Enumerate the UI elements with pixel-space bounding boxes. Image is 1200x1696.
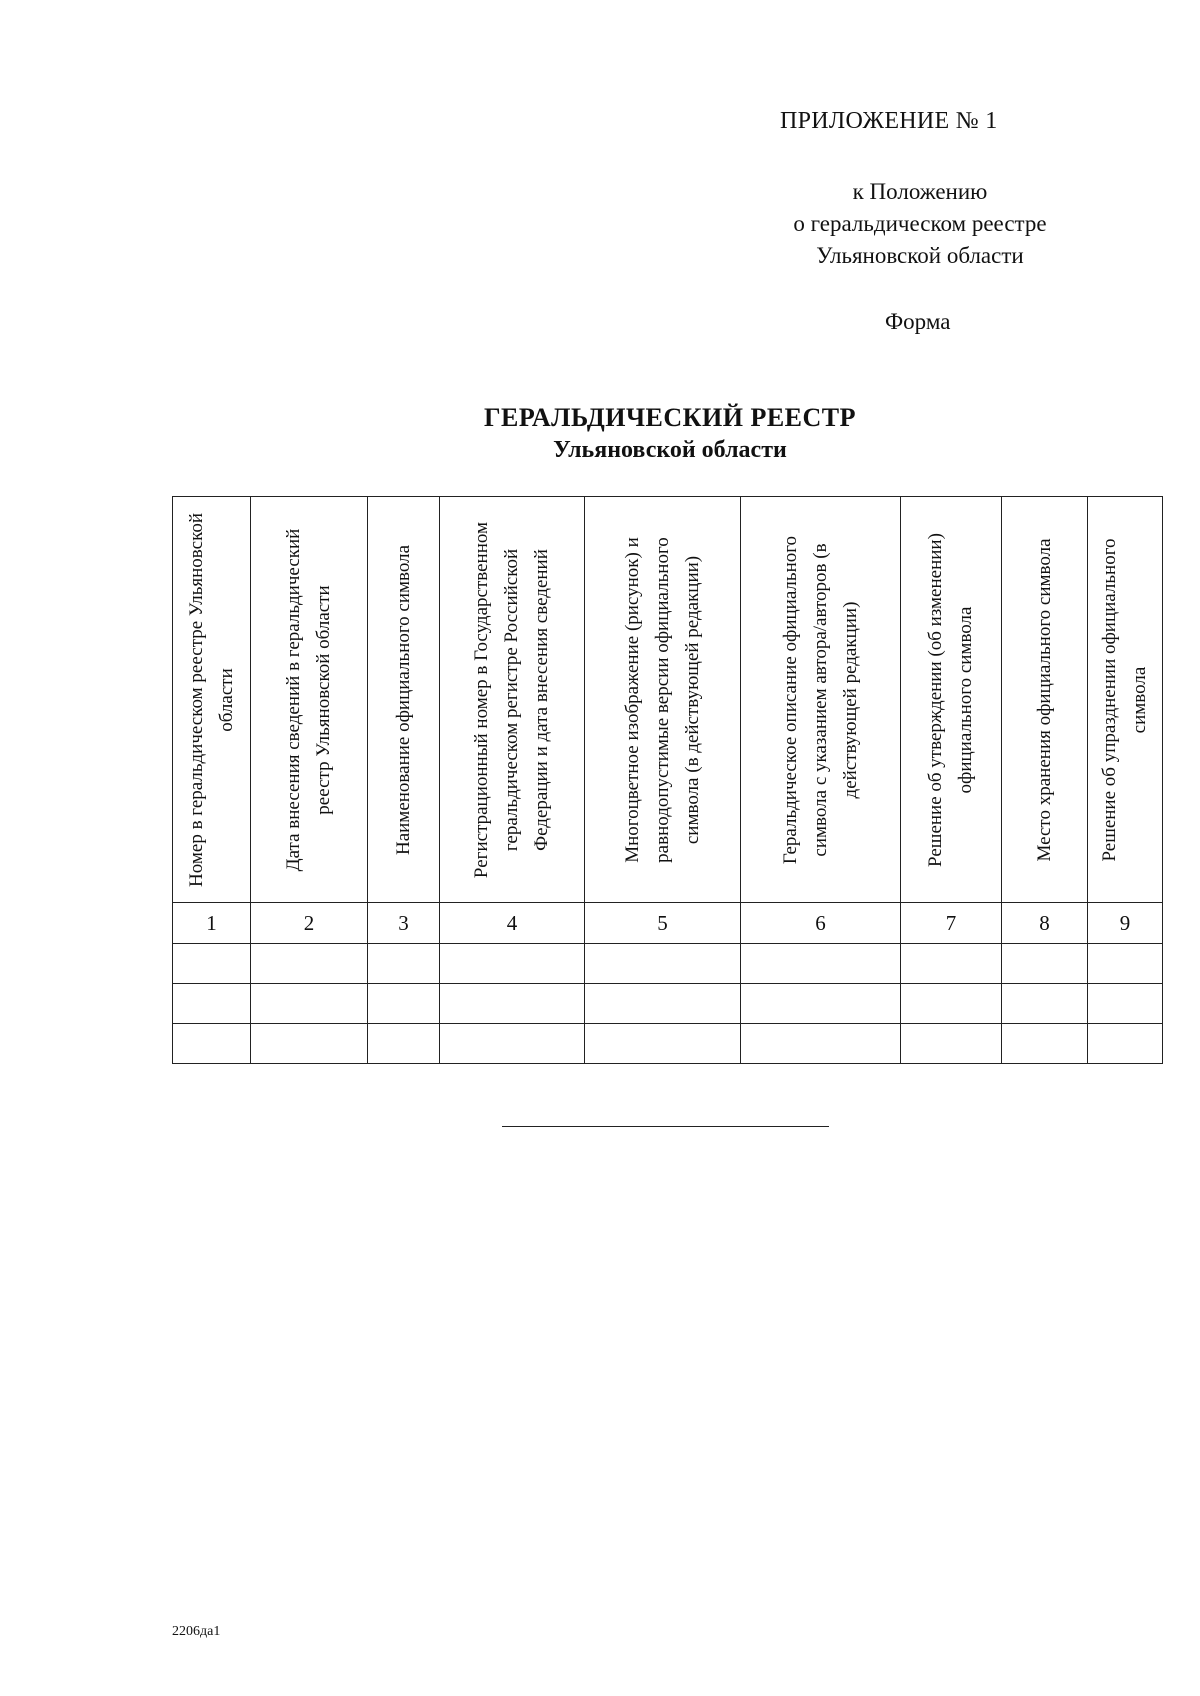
column-header-1 — [173, 497, 251, 903]
column-header-3-text: Наименование официального символа — [392, 544, 414, 855]
appendix-reference — [720, 176, 1120, 272]
table-cell — [741, 1024, 901, 1064]
appendix-reference-line-3: Ульяновской области — [816, 243, 1024, 268]
document-title: ГЕРАЛЬДИЧЕСКИЙ РЕЕСТР — [483, 403, 857, 432]
document-code: 2206да1 — [172, 1624, 221, 1639]
column-number: 4 — [440, 903, 585, 944]
table-cell — [440, 1024, 585, 1064]
column-header-8-text: Место хранения официального символа — [1033, 537, 1055, 862]
column-header-6 — [741, 497, 901, 903]
table-row — [173, 1024, 1163, 1064]
table-cell — [741, 944, 901, 984]
column-number: 1 — [173, 903, 251, 944]
table-cell — [251, 944, 368, 984]
column-header-7 — [901, 497, 1002, 903]
form-label: Форма — [885, 309, 951, 334]
column-header-2 — [251, 497, 368, 903]
table-cell — [368, 944, 440, 984]
column-header-1-text: Номер в геральдическом реестре Ульяновской области — [185, 512, 237, 887]
table-cell — [173, 944, 251, 984]
closing-line — [502, 1126, 829, 1127]
table-cell — [585, 944, 741, 984]
column-header-4 — [440, 497, 585, 903]
table-cell — [368, 1024, 440, 1064]
appendix-reference-line-1: к Положению — [852, 179, 988, 204]
column-number: 7 — [901, 903, 1002, 944]
column-header-2-text: Дата внесения сведений в геральдический реестр Ульяновской области — [283, 528, 334, 871]
column-number: 2 — [251, 903, 368, 944]
appendix-title: ПРИЛОЖЕНИЕ № 1 — [780, 108, 998, 134]
column-number: 6 — [741, 903, 901, 944]
document-subtitle: Ульяновской области — [553, 437, 787, 463]
column-header-6-text: Геральдическое описание официального символа с указанием автора/авторов (в действующей редакции) — [779, 535, 861, 864]
table-cell — [585, 984, 741, 1024]
table-cell — [1088, 984, 1163, 1024]
table-row — [173, 944, 1163, 984]
header-row — [173, 497, 1163, 903]
table-row — [173, 984, 1163, 1024]
column-header-9 — [1088, 497, 1163, 903]
column-header-4-text: Регистрационный номер в Государственном геральдическом регистре Российской Федерации и дата внесения сведений — [471, 521, 552, 878]
table-cell — [1002, 984, 1088, 1024]
table-cell — [440, 984, 585, 1024]
table-cell — [440, 944, 585, 984]
column-header-8 — [1002, 497, 1088, 903]
table-cell — [173, 984, 251, 1024]
table-cell — [173, 1024, 251, 1064]
column-number: 5 — [585, 903, 741, 944]
table-cell — [901, 1024, 1002, 1064]
table-cell — [901, 944, 1002, 984]
table-cell — [368, 984, 440, 1024]
table-cell — [901, 984, 1002, 1024]
appendix-reference-line-2: о геральдическом реестре — [793, 211, 1047, 236]
table-cell — [251, 984, 368, 1024]
registry-table — [172, 496, 1163, 1064]
column-header-5 — [585, 497, 741, 903]
table-cell — [585, 1024, 741, 1064]
column-header-7-text: Решение об утверждении (об изменении) официального символа — [925, 532, 976, 867]
table-cell — [1002, 944, 1088, 984]
table-cell — [251, 1024, 368, 1064]
column-number: 9 — [1088, 903, 1163, 944]
column-header-3 — [368, 497, 440, 903]
table-cell — [741, 984, 901, 1024]
column-number: 8 — [1002, 903, 1088, 944]
column-header-9-text: Решение об упразднении официального символа — [1099, 537, 1150, 862]
table-cell — [1002, 1024, 1088, 1064]
column-number-row — [173, 903, 1163, 944]
table-cell — [1088, 1024, 1163, 1064]
table-cell — [1088, 944, 1163, 984]
column-number: 3 — [368, 903, 440, 944]
column-header-5-text: Многоцветное изображение (рисунок) и равнодопустимые версии официального символа (в действующей редакции) — [621, 536, 703, 863]
